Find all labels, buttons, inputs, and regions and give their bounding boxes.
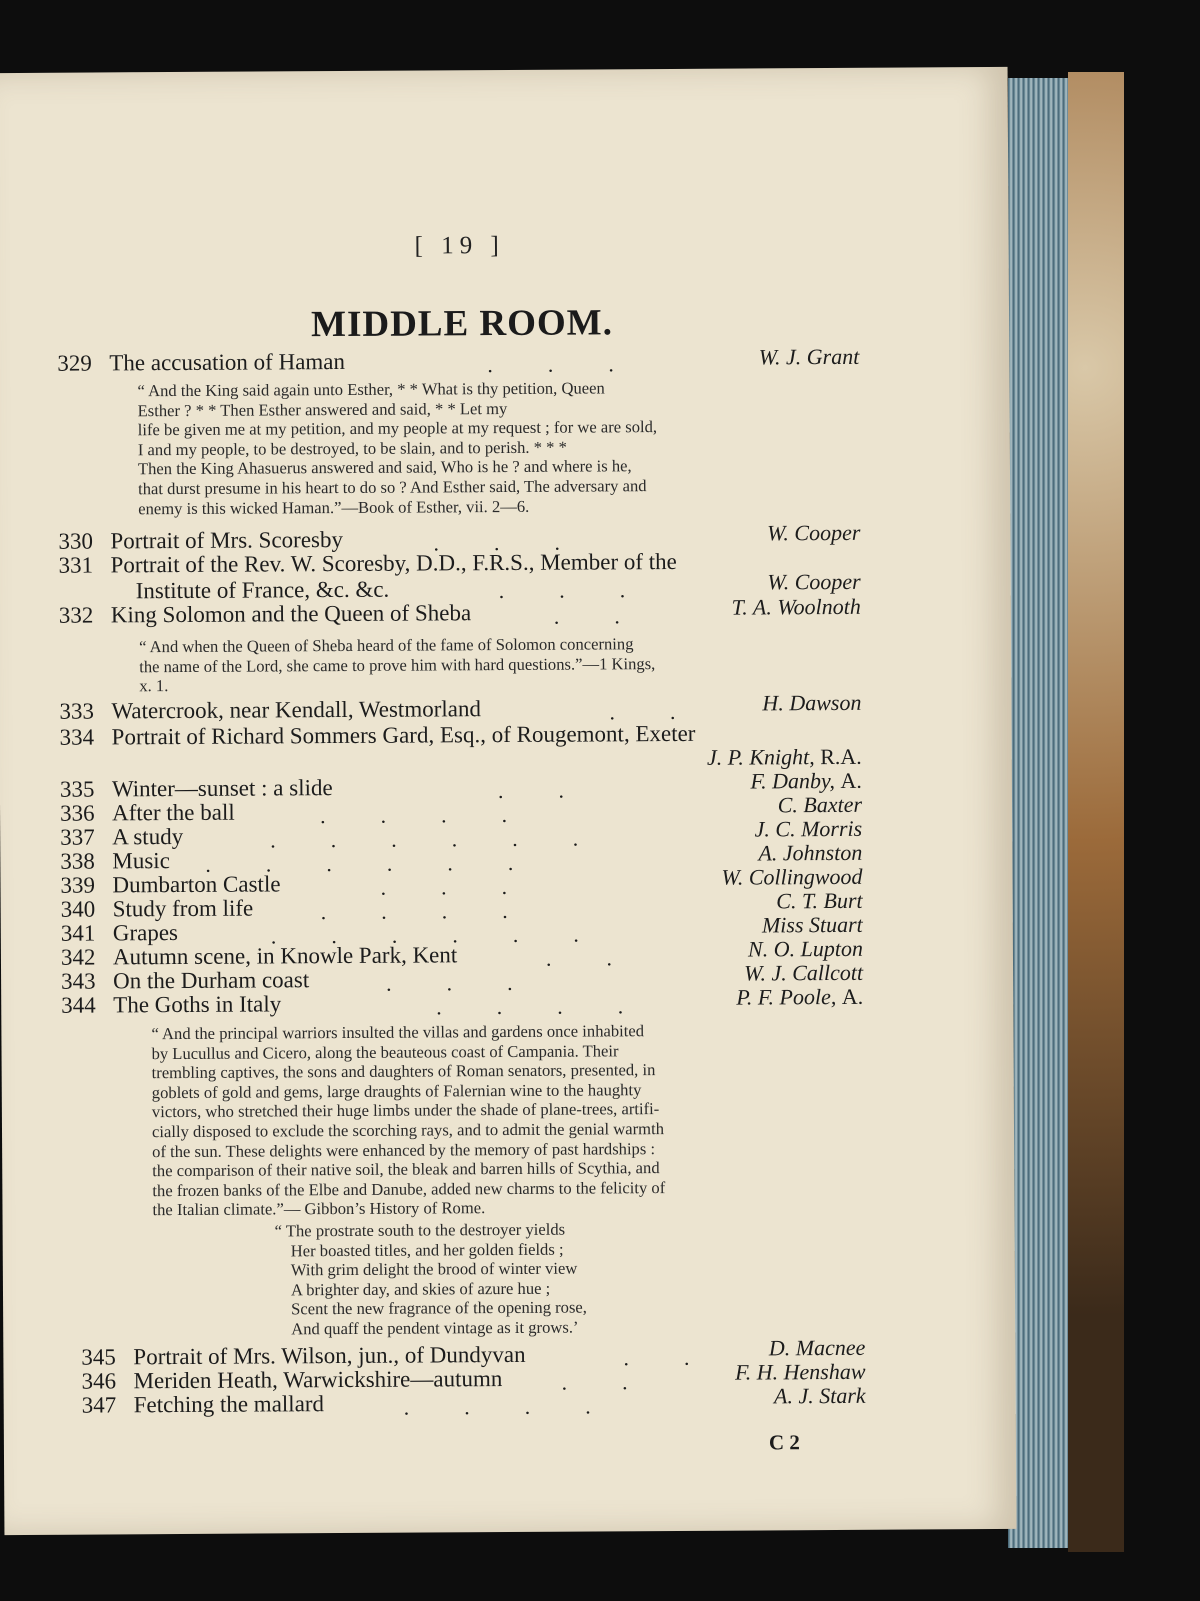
leader-dots: . . [623,1344,690,1371]
leader-dots: . . . . . . [270,825,579,853]
leader-dots: . . . [487,351,614,378]
entry-artist: F. Danby, A. [750,767,862,794]
quotation-esther: “ And the King said again unto Esther, * * What is thy petition, Queen Esther ? * * Then Esther answered and said, * * Let my life be given me at my petition, and my people at my request ; for we are sold, I and my people, to be destroyed, to be slain, and to perish. * * * Then the King Ahasuerus answered and said, Who is he ? and where is he, that durst presume in his heart to do so ? And Esther said, The adversary and enemy is this wicked Haman.”—Book of Esther, vii. 2—6. [137,378,658,518]
catalogue-entry-344: 344 The Goths in Italy [61,991,282,1018]
leader-dots: . . . [380,873,508,900]
catalogue-entry-334: 334 Portrait of Richard Sommers Gard, Esq., of Rougemont, Exeter [59,720,696,750]
leader-dots: . . [497,777,565,804]
entry-number: 329 [57,350,92,376]
leader-dots: . . . [433,529,560,556]
leader-dots: . . . [498,577,626,604]
leader-dots: . . [609,698,676,725]
catalogue-entry-330: 330 Portrait of Mrs. Scoresby [58,526,344,554]
catalogue-entry-343: 343 On the Durham coast [61,967,310,994]
entry-artist: J. P. Knight, R.A. [706,743,862,770]
verse-quotation: “ The prostrate south to the destroyer yields Her boasted titles, and her golden fields ; With grim delight the brood of winter view A brighter day, and skies of azure hue ; Scent the new fragrance of the opening rose, And quaff the pendent vintage as it grows.’ [274,1219,587,1339]
catalogue-entry-333: 333 Watercrook, near Kendall, Westmorland [59,696,481,724]
leader-dots: . . . . [320,801,508,829]
catalogue-entry-331: 331 Portrait of the Rev. W. Scoresby, D.D., F.R.S., Member of the [58,548,677,578]
room-title: MIDDLE ROOM. [310,302,614,346]
leader-dots: . . . . . . [270,921,579,949]
catalogue-entry-329 [57,349,345,377]
leader-dots: . . . . [320,897,508,925]
quotation-kings: “ And when the Queen of Sheba heard of the fame of Solomon concerning the name of the Lord, she came to prove him with hard questions.”—1 Kings, x. 1. [138,634,656,696]
signature-mark: C 2 [768,1430,800,1455]
catalogue-entry-338: 338 Music [60,848,170,874]
catalogue-entry-336: 336 After the ball [59,799,235,826]
catalogue-entry-341: 341 Grapes [60,920,179,946]
catalogue-entry-345: 345 Portrait of Mrs. Wilson, jun., of Dundyvan [81,1341,526,1370]
entry-artist: P. F. Poole, A. [736,983,864,1010]
leader-dots: . . . . [436,993,624,1020]
book-page-edges [1008,78,1070,1548]
leader-dots: . . . . . . [205,849,514,877]
catalogue-entry-332: 332 King Solomon and the Queen of Sheba [58,600,472,628]
page-number: [ 19 ] [414,231,505,260]
catalogue-entry-346: 346 Meriden Heath, Warwickshire—autumn [81,1366,503,1394]
catalogue-entry-337: 337 A study [60,823,184,850]
catalogue-entry-347: 347 Fetching the mallard [81,1391,325,1418]
entry-artist: W. J. Grant [758,343,860,370]
marbled-cover [1068,72,1124,1552]
catalogue-entry-335: 335 Winter—sunset : a slide [59,775,333,802]
entry-title: The accusation of Haman [109,348,346,376]
entry-title-continued: Institute of France, &c. &c. [135,576,390,604]
leader-dots: . . . . [403,1393,591,1420]
leader-dots: . . [553,603,620,629]
catalogue-entry-339: 339 Dumbarton Castle [60,871,281,898]
catalogue-entry-340: 340 Study from life [60,895,254,922]
leader-dots: . . [545,945,613,971]
catalogue-page: [ 19 ] MIDDLE ROOM. 329 The accusation of Haman . . . W. J. Grant “ And the King said again unto Esther, * * What is thy petition, Queen Esther ? * * Then Esther answered and said, * * Let my life be given me at my petition, and my people at my request ; for we are sold, I and my people, to be destroyed, to be slain, and to perish. * * * Then the King Ahasuerus answered and said, Who is he ? and where is he, that durst presume in his heart to do so ? And Esther said, The adversary and enemy is this wicked Haman.”—Book of Esther, vii. 2—6. 330 Portrait of Mrs. Scoresby . . . W. Cooper 331 Portrait of the Rev. W. Scoresby, D.D., F.R.S., Member of the Institute of France, &c. &c. . . . W. Cooper 332 King Solomon and the Queen of Sheba . . T. A. Woolnoth “ And when the Queen of Sheba heard of the fame of Solomon concerning the name of the Lord, she came to prove him with hard questions.”—1 Kings, x. 1. 333 Watercrook, near Kendall, Westmorland . . H. Dawson 334 Portrait of Richard Sommers Gard, Esq., of Rougemont, Exeter J. P. Knight, R.A. 335 Winter—sunset : a slide . . F. Danby, A. 336 After the ball . . . . C. Baxter 337 A study . . . . . . J. C. Morris 338 Music . . . . . . A. Johnston 339 Dumbarton Castle . . . W. Collingwood 340 Study from life . . . . C. T. Burt 341 Grapes . . . . . . Miss Stuart 342 Autumn scene, in Knowle Park, Kent . . N. O. Lupton 343 On the Durham coast . . . W. J. Callcott 344 The Goths in Italy . . . . P. F. Poole, A. “ And the principal warriors insulted the villas and gardens once inhabited by Lucullus and Cicero, along the beauteous coast of Campania. Their trembling captives, the sons and daughters of Roman senators, presented, in goblets of gold and gems, large draughts of Falernian wine to the haughty victors, who stretched their huge limbs under the shade of plane-trees, artifi- cially disposed to exclude the scorching rays, and to admit the genial warmth of the sun. These delights were enhanced by the memory of past hardships : the comparison of their native soil, the bleak and barren hills of Scythia, and the frozen banks of the Elbe and Danube, added new charms to the felicity of the Italian climate.”— Gibbon’s History of Rome. “ The prostrate south to the destroyer yields Her boasted titles, and her golden fields ; With grim delight the brood of winter view A brighter day, and skies of azure hue ; Scent the new fragrance of the opening rose, And quaff the pendent vintage as it grows.’ 345 Portrait of Mrs. Wilson, jun., of Dundyvan . . D. Macnee 346 Meriden Heath, Warwickshire—autumn . . F. H. Henshaw 347 Fetching the mallard . . . . A. J. Stark C 2 [0,67,1016,1535]
leader-dots: . . [561,1369,628,1395]
quotation-gibbon: “ And the principal warriors insulted the villas and gardens once inhabited by Lucullus and Cicero, along the beauteous coast of Campania. Their trembling captives, the sons and daughters of Roman senators, presented, in goblets of gold and gems, large draughts of Falernian wine to the haughty victors, who stretched their huge limbs under the shade of plane-trees, artifi- cially disposed to exclude the scorching rays, and to admit the genial warmth of the sun. These delights were enhanced by the memory of past hardships : the comparison of their native soil, the bleak and barren hills of Scythia, and the frozen banks of the Elbe and Danube, added new charms to the felicity of the Italian climate.”— Gibbon’s History of Rome. [151,1021,666,1220]
leader-dots: . . . [386,969,513,996]
catalogue-entry-342: 342 Autumn scene, in Knowle Park, Kent [60,942,458,970]
